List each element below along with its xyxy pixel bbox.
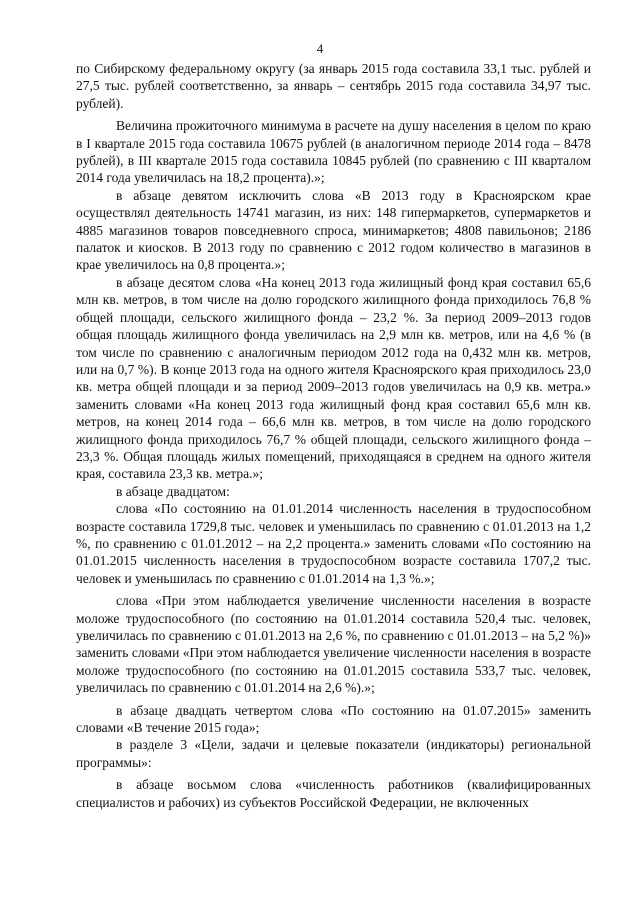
paragraph-ninth-abzats: в абзаце девятом исключить слова «В 2013 году в Красноярском крае осуществлял деятельность 14741 магазин, из них: 148 гипермаркетов, супермаркетов и 4885 магазинов товаров повседневного спроса, минимаркетов; 4808 павильонов; 2186 палаток и киосков. В 2013 году по сравнению с 2012 годом количество в магазинов в крае увеличилось на 0,8 процента.»;: [76, 187, 591, 273]
paragraph-twenty-fourth-abzats: в абзаце двадцать четвертом слова «По состоянию на 01.07.2015» заменить словами «В течение 2015 года»;: [76, 702, 591, 736]
page-number: 4: [316, 41, 324, 56]
paragraph-twentieth-abzats-heading: в абзаце двадцатом:: [116, 483, 230, 499]
paragraph-section-three: в разделе 3 «Цели, задачи и целевые показатели (индикаторы) региональной программы»:: [76, 737, 591, 770]
paragraph-younger-population: слова «При этом наблюдается увеличение численности населения в возрасте моложе трудоспособного (по состоянию на 01.01.2014 составила 520,4 тыс. человек, увеличилась по сравнению с 01.01.2013 на 2,6 %, по сравнению с 01.01.2013 – на 5,2 %)» заменить словами «При этом наблюдается увеличение численности населения в возрасте моложе трудоспособного (по состоянию на 01.01.2015 составила 533,7 тыс. человек, увеличилась по сравнению с 01.01.2014 на 2,6 %).»;: [76, 593, 591, 696]
paragraph-eighth-abzats: в абзаце восьмом слова «численность работников (квалифицированных специалистов и рабочих) из субъектов Российской Федерации, не включенных: [76, 777, 591, 810]
paragraph-continuation: по Сибирскому федеральному округу (за январь 2015 года составила 33,1 тыс. рублей и 27,5 тыс. рублей соответственно, за январь – сентябрь 2015 года составила 34,97 тыс. рублей).: [76, 61, 591, 111]
document-body: [76, 60, 591, 811]
paragraph-subsistence-minimum: Величина прожиточного минимума в расчете на душу населения в целом по краю в I квартале 2015 года составила 10675 рублей (в аналогичном периоде 2014 года – 8478 рублей), в III квартале 2015 года составила 10845 рублей (по сравнению с III кварталом 2014 года увеличилась на 18,2 процента).»;: [76, 118, 591, 186]
paragraph-working-age-population: слова «По состоянию на 01.01.2014 численность населения в трудоспособном возрасте составила 1729,8 тыс. человек и уменьшилась по сравнению с 01.01.2013 на 1,2 %, по сравнению с 01.01.2012 – на 2,2 процента.» заменить словами «По состоянию на 01.01.2015 численность населения в трудоспособном возрасте составила 1707,2 тыс. человек и уменьшилась по сравнению с 01.01.2014 на 1,3 %.»;: [76, 501, 591, 586]
paragraph-tenth-abzats: в абзаце десятом слова «На конец 2013 года жилищный фонд края составил 65,6 млн кв. метров, в том числе на долю городского жилищного фонда приходилось 76,8 % общей площади, сельского жилищного фонда – 23,2 %. За период 2009–2013 годов общая площадь жилищного фонда увеличилась на 2,9 млн кв. метров, или на 4,6 % (в том числе по сравнению с аналогичным периодом 2012 года на 0,432 млн кв. метров, или на 0,7 %). В конце 2013 года на одного жителя Красноярского края приходилось 23,0 кв. метра общей площади и за период 2009–2013 годов увеличилась на 0,9 кв. метра.» заменить словами «На конец 2013 года жилищный фонд края составил 65,6 млн кв. метров, на конец 2014 года – 66,6 млн кв. метров, в том числе на долю городского жилищного фонда приходилось 76,7 % общей площади, сельского жилищного фонда – 23,3 %. Общая площадь жилых помещений, приходящаяся в среднем на одного жителя края, составила 23,3 кв. метра.»;: [76, 274, 591, 482]
